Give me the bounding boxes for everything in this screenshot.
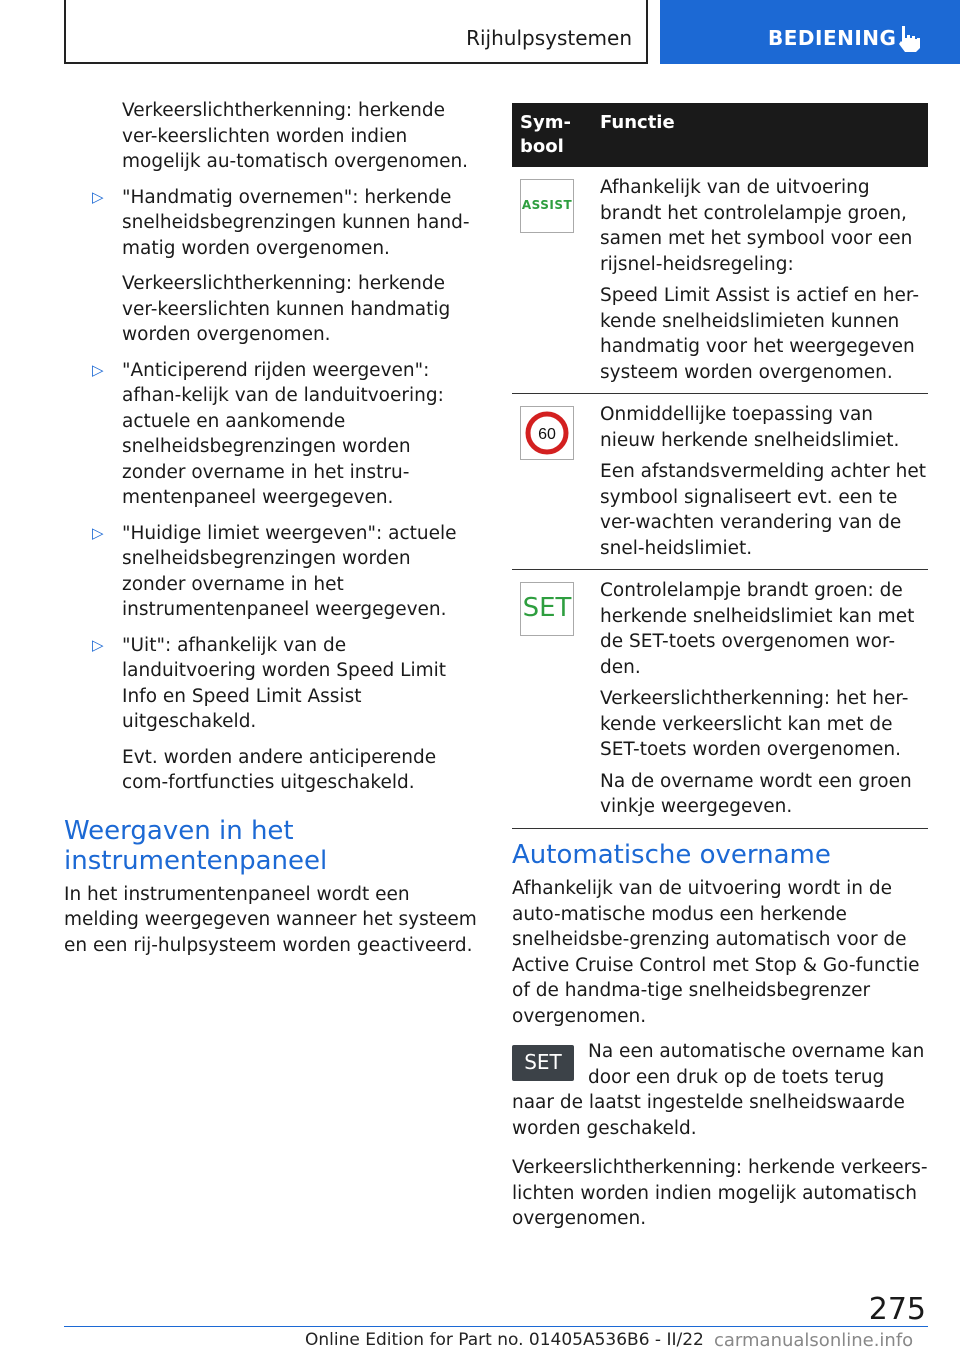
row-text: Na de overname wordt een groen vinkje weergegeven. <box>600 770 912 817</box>
list-item <box>64 185 478 262</box>
paragraph: Evt. worden andere anticiperende com-fortfuncties uitgeschakeld. <box>122 746 437 793</box>
table-row <box>512 570 928 829</box>
footer-watermark: carmanualsonline.info <box>714 1330 914 1351</box>
left-column <box>64 98 478 958</box>
column-header-symbol: Sym-bool <box>520 112 571 157</box>
symbol-text: 60 <box>538 426 556 443</box>
row-text: Een afstandsvermelding achter het symbool signaliseert evt. een te ver-wachten verandering van de snel-heidslimiet. <box>600 461 926 559</box>
speed-limit-sign-icon <box>520 406 574 460</box>
list-item-text: "Huidige limiet weergeven": actuele snelheidsbegrenzingen worden zonder overname in het instrumentenpaneel weergegeven. <box>122 522 457 620</box>
list-item <box>64 521 478 623</box>
footer-edition: Online Edition for Part no. 01405A536B6 - II/22 <box>305 1330 704 1350</box>
header-chapter <box>660 0 960 64</box>
list-item-text: "Handmatig overnemen": herkende snelheidsbegrenzingen kunnen hand-matig worden overgenomen. <box>122 186 470 259</box>
header-section <box>64 0 648 64</box>
row-text: Verkeerslichtherkenning: het her-kende verkeerslicht kan met de SET-toets worden overgenomen. <box>600 688 909 760</box>
triangle-right-icon: ▷ <box>92 187 104 206</box>
list-item <box>64 633 478 735</box>
list-item <box>64 358 478 511</box>
footer-rule <box>64 1326 928 1327</box>
section-heading: Automatische overname <box>512 840 831 870</box>
section-title: Rijhulpsystemen <box>466 26 632 50</box>
paragraph: Na een automatische overname kan door een druk op de toets terug naar de laatst ingestelde snelheidswaarde worden geschakeld. <box>512 1041 925 1139</box>
triangle-right-icon: ▷ <box>92 523 104 542</box>
paragraph: In het instrumentenpaneel wordt een melding weergegeven wanneer het systeem en een rij-hulpsysteem worden geactiveerd. <box>64 883 477 956</box>
table-row <box>512 394 928 570</box>
table-row <box>512 167 928 394</box>
list-item-text: "Uit": afhankelijk van de landuitvoering worden Speed Limit Info en Speed Limit Assist uitgeschakeld. <box>122 634 447 732</box>
page-number: 275 <box>868 1292 926 1327</box>
row-text: Speed Limit Assist is actief en her-kende snelheidslimieten kunnen handmatig voor het weergegeven systeem worden overgenomen. <box>600 285 919 383</box>
row-text: Controlelampje brandt groen: de herkende snelheidslimiet kan met de SET-toets overgenomen wor-den. <box>600 580 915 678</box>
row-text: Afhankelijk van de uitvoering brandt het controlelampje groen, samen met het symbool voor een rijsnel-heidsregeling: <box>600 177 913 275</box>
symbol-text: ASSIST <box>521 198 573 213</box>
paragraph: Verkeerslichtherkenning: herkende ver-keerslichten kunnen handmatig worden overgenomen. <box>122 273 451 345</box>
triangle-right-icon: ▷ <box>92 635 104 654</box>
column-header-function: Functie <box>600 112 675 133</box>
paragraph: Afhankelijk van de uitvoering wordt in de auto-matische modus een herkende snelheidsbe-grenzing automatisch voor de Active Cruise Control met Stop & Go-functie of de handma-tige snelheidsbegrenzer overgenomen. <box>512 878 920 1027</box>
symbol-text: SET <box>522 593 572 624</box>
triangle-right-icon: ▷ <box>92 360 104 379</box>
symbol-table <box>512 103 928 829</box>
table-header <box>512 103 928 167</box>
paragraph: Verkeerslichtherkenning: herkende verkeers-lichten worden indien mogelijk automatisch overgenomen. <box>512 1157 928 1229</box>
set-button-label: SET <box>524 1050 562 1075</box>
chapter-title: BEDIENING <box>768 26 897 50</box>
set-button-icon <box>512 1045 574 1081</box>
set-symbol-icon <box>520 582 574 636</box>
auto-section <box>512 840 932 1232</box>
paragraph: Verkeerslichtherkenning: herkende ver-keerslichten worden indien mogelijk au-tomatisch overgenomen. <box>122 100 469 172</box>
row-text: Onmiddellijke toepassing van nieuw herkende snelheidslimiet. <box>600 404 900 451</box>
section-heading: Weergaven in het instrumentenpaneel <box>64 815 328 876</box>
assist-symbol-icon <box>520 179 574 233</box>
pointing-hand-icon <box>896 24 922 54</box>
list-item-text: "Anticiperend rijden weergeven": afhan-kelijk van de landuitvoering: actuele en aankomende snelheidsbegrenzingen worden zonder overname in het instru-mentenpaneel weergegeven. <box>122 359 444 508</box>
